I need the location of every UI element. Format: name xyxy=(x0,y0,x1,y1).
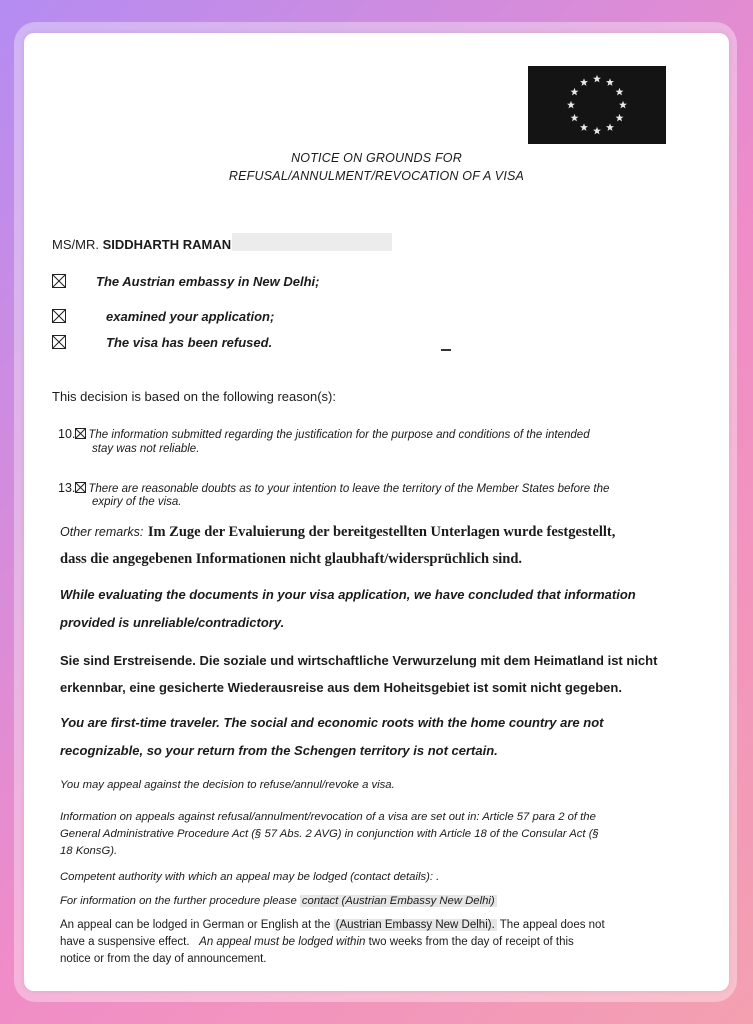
english-remark-line2: provided is unreliable/contradictory. xyxy=(60,615,285,630)
german-remark-line1: Im Zuge der Evaluierung der bereitgestellten Unterlagen wurde festgestellt, xyxy=(147,524,616,540)
applicant-name-line xyxy=(52,237,231,252)
further-procedure-text: For information on the further procedure please xyxy=(60,895,297,907)
lodge-line2-prefix: have a suspensive effect. xyxy=(60,936,190,948)
reason-text-line2: expiry of the visa. xyxy=(92,496,182,508)
english-remark2-line1: You are first-time traveler. The social and economic roots with the home country are not xyxy=(60,715,604,730)
reason-number: 10. xyxy=(58,427,76,441)
checked-box-icon xyxy=(75,482,86,493)
competent-authority: Competent authority with which an appeal may be lodged (contact details): . xyxy=(60,871,440,883)
checkbox-item-refused: The visa has been refused. xyxy=(106,335,273,350)
eu-flag-icon xyxy=(528,66,666,144)
eu-star-icon xyxy=(570,88,578,96)
lodge-line2-italic: An appeal must be lodged within xyxy=(199,936,366,948)
reason-text-line1: There are reasonable doubts as to your intention to leave the territory of the Member States before the xyxy=(88,483,610,495)
title-line-2: REFUSAL/ANNULMENT/REVOCATION OF A VISA xyxy=(228,169,525,183)
document-page xyxy=(24,33,729,991)
applicant-name: SIDDHARTH RAMAN xyxy=(102,237,232,252)
checkbox-item-examined: examined your application; xyxy=(106,309,275,324)
name-prefix: MS/MR. xyxy=(52,237,99,252)
checked-box-icon xyxy=(52,309,66,323)
eu-star-icon xyxy=(593,75,601,83)
eu-star-icon xyxy=(606,123,614,131)
lodge-line1-prefix: An appeal can be lodged in German or English at the xyxy=(60,919,331,931)
redaction-box xyxy=(232,233,392,251)
further-procedure xyxy=(60,895,497,907)
german-remark2-line1: Sie sind Erstreisende. Die soziale und wirtschaftliche Verwurzelung mit dem Heimatland ist nicht xyxy=(60,653,658,668)
eu-star-icon xyxy=(616,114,624,122)
lodge-line1-suffix: The appeal does not xyxy=(499,919,605,931)
other-remarks-label: Other remarks: xyxy=(60,525,144,539)
lodge-line1-embassy: (Austrian Embassy New Delhi). xyxy=(335,919,495,931)
german-remark2-line2: erkennbar, eine gesicherte Wiederausreise aus dem Hoheitsgebiet ist somit nicht gegeben. xyxy=(60,680,622,695)
eu-star-icon xyxy=(570,114,578,122)
lodge-line2 xyxy=(60,936,574,948)
reason-text-line1: The information submitted regarding the justification for the purpose and conditions of the intended xyxy=(88,429,590,441)
decision-intro: This decision is based on the following reason(s): xyxy=(52,389,336,404)
reason-13 xyxy=(58,479,609,497)
eu-star-icon xyxy=(593,127,601,135)
reason-10 xyxy=(58,425,590,443)
reason-number: 13. xyxy=(58,481,76,495)
checked-box-icon xyxy=(75,428,86,439)
eu-star-icon xyxy=(616,88,624,96)
eu-star-icon xyxy=(606,78,614,86)
appeal-note: You may appeal against the decision to refuse/annul/revoke a visa. xyxy=(60,779,395,791)
lodge-line3: notice or from the day of announcement. xyxy=(60,953,267,965)
eu-star-icon xyxy=(567,101,575,109)
appeal-info-line3: 18 KonsG). xyxy=(60,845,118,857)
eu-star-icon xyxy=(580,78,588,86)
reason-text-line2: stay was not reliable. xyxy=(92,443,200,455)
other-remarks-line1 xyxy=(60,523,615,541)
english-remark-line1: While evaluating the documents in your visa application, we have concluded that information xyxy=(60,587,636,602)
lodge-line2-suffix: two weeks from the day of receipt of this xyxy=(368,936,574,948)
title-line-1: NOTICE ON GROUNDS FOR xyxy=(291,151,462,165)
lodge-line1 xyxy=(60,919,605,931)
german-remark-line2: dass die angegebenen Informationen nicht glaubhaft/widersprüchlich sind. xyxy=(60,551,523,567)
appeal-info-line2: General Administrative Procedure Act (§ 57 Abs. 2 AVG) in conjunction with Article 18 of the Consular Act (§ xyxy=(60,828,599,840)
checkbox-item-embassy: The Austrian embassy in New Delhi; xyxy=(96,274,320,289)
checked-box-icon xyxy=(52,335,66,349)
eu-star-icon xyxy=(619,101,627,109)
further-procedure-contact: contact (Austrian Embassy New Delhi) xyxy=(301,895,495,907)
appeal-info-line1: Information on appeals against refusal/annulment/revocation of a visa are set out in: Article 57 para 2 of the xyxy=(60,811,596,823)
stray-mark xyxy=(441,349,451,351)
eu-star-icon xyxy=(580,123,588,131)
checked-box-icon xyxy=(52,274,66,288)
english-remark2-line2: recognizable, so your return from the Schengen territory is not certain. xyxy=(60,743,498,758)
